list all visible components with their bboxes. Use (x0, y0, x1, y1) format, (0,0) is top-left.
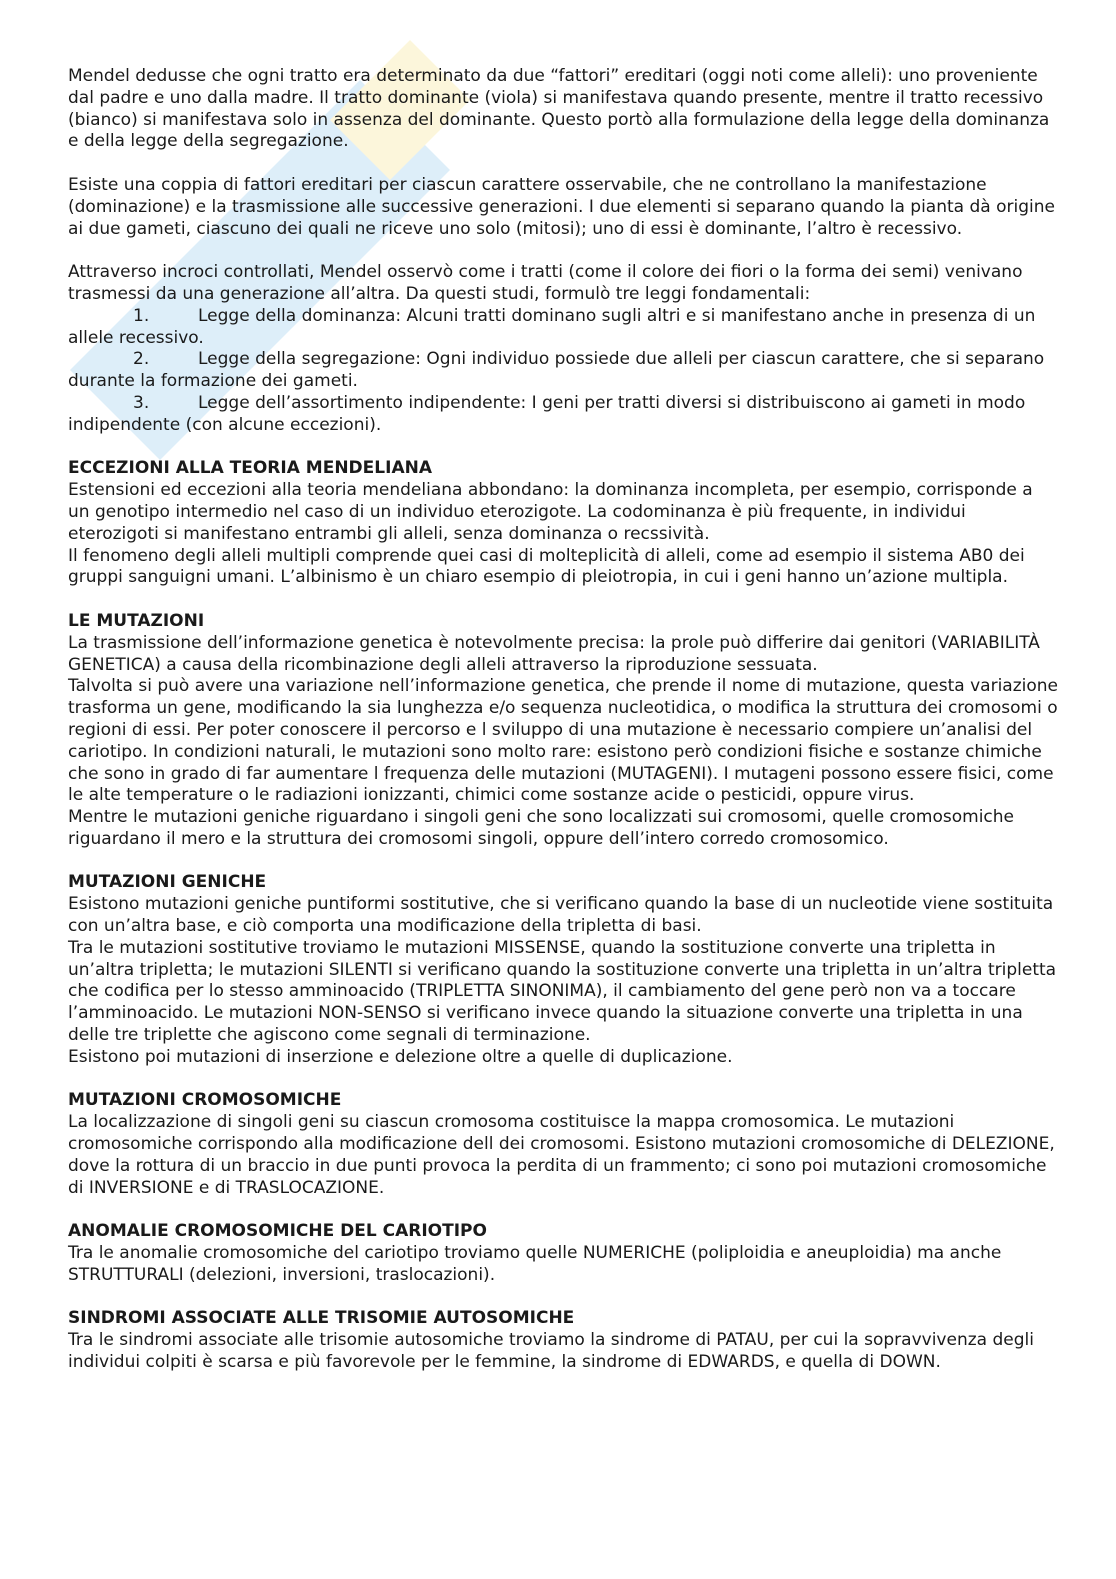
section-heading-anomalie: ANOMALIE CROMOSOMICHE DEL CARIOTIPO (68, 1221, 487, 1242)
section-heading-sindromi: SINDROMI ASSOCIATE ALLE TRISOMIE AUTOSOMICHE (68, 1308, 575, 1329)
anomalie-paragraph-1: Tra le anomalie cromosomiche del cariotipo troviamo quelle NUMERICHE (poliploidia e aneuploidia) ma anche STRUTTURALI (delezioni, inversioni, traslocazioni). (68, 1243, 1002, 1285)
mutazioni-paragraph-3: Mentre le mutazioni geniche riguardano i singoli geni che sono localizzati sui cromosomi, quelle cromosomiche riguardano il mero e la struttura dei cromosomi singoli, oppure dell’intero corredo cromosomico. (68, 807, 1014, 849)
mutazioni-paragraph-2: Talvolta si può avere una variazione nell’informazione genetica, che prende il nome di mutazione, questa variazione trasforma un gene, modificando la sia lunghezza e/o sequenza nucleotidica, o modifica la struttura dei cromosomi o regioni di essi. Per poter conoscere il percorso e l sviluppo di una mutazione è necessario compiere un’analisi del cariotipo. In condizioni naturali, le mutazioni sono molto rare: esistono però condizioni fisiche e sostanze chimiche che sono in grado di far aumentare l frequenza delle mutazioni (MUTAGENI). I mutageni possono essere fisici, come le alte temperature o le radiazioni ionizzanti, chimici come sostanze acide o pesticidi, oppure virus. (68, 676, 1058, 806)
geniche-paragraph-1: Esistono mutazioni geniche puntiformi sostitutive, che si verificano quando la base di un nucleotide viene sostituita con un’altra base, e ciò comporta una modificazione della tripletta di basi. (68, 894, 1054, 937)
document-page (68, 66, 1058, 1374)
geniche-paragraph-2: Tra le mutazioni sostitutive troviamo le mutazioni MISSENSE, quando la sostituzione converte una tripletta in un’altra tripletta; le mutazioni SILENTI si verificano quando la sostituzione converte una tripletta in un’altra tripletta che codifica per lo stesso amminoacido (TRIPLETTA SINONIMA), il cambiamento del gene però non va a toccare l’amminoacido. Le mutazioni NON-SENSO si verificano invece quando la situazione converte una tripletta in una delle tre triplette che agiscono come segnali di terminazione. (68, 937, 1057, 1046)
intro-paragraph-2: Esiste una coppia di fattori ereditari per ciascun carattere osservabile, che ne controllano la manifestazione (dominazione) e la trasmissione alle successive generazioni. I due elementi si separano quando la pianta dà origine ai due gameti, ciascuno dei quali ne riceve uno solo (mitosi); uno di essi è dominante, l’altro è recessivo. (68, 174, 1055, 239)
intro-paragraph-3: Attraverso incroci controllati, Mendel osservò come i tratti (come il colore dei fiori o la forma dei semi) venivano trasmessi da una generazione all’altra. Da questi studi, formulò tre leggi fondamentali: (68, 262, 1023, 304)
eccezioni-paragraph-2: Il fenomeno degli alleli multipli comprende quei casi di molteplicità di alleli, come ad esempio il sistema AB0 dei gruppi sanguigni umani. L’albinismo è un chiaro esempio di pleiotropia, in cui i geni hanno un’azione multipla. (68, 545, 1025, 588)
law-item-1: 1. Legge della dominanza: Alcuni tratti dominano sugli altri e si manifestano anche in presenza di un allele recessivo. (68, 305, 1036, 348)
law-item-2: 2. Legge della segregazione: Ogni individuo possiede due alleli per ciascun carattere, che si separano durante la formazione dei gameti. (68, 349, 1045, 392)
sindromi-paragraph-1: Tra le sindromi associate alle trisomie autosomiche troviamo la sindrome di PATAU, per cui la sopravvivenza degli individui colpiti è scarsa e più favorevole per le femmine, la sindrome di EDWARDS, e quella di DOWN. (68, 1330, 1034, 1373)
section-heading-geniche: MUTAZIONI GENICHE (68, 872, 267, 893)
geniche-paragraph-3: Esistono poi mutazioni di inserzione e delezione oltre a quelle di duplicazione. (68, 1046, 733, 1067)
section-heading-cromosomiche: MUTAZIONI CROMOSOMICHE (68, 1090, 342, 1111)
cromosomiche-paragraph-1: La localizzazione di singoli geni su ciascun cromosoma costituisce la mappa cromosomica. Le mutazioni cromosomiche corrispondo alla modificazione dell dei cromosomi. Esistono mutazioni cromosomiche di DELEZIONE, dove la rottura di un braccio in due punti provoca la perdita di un frammento; ci sono poi mutazioni cromosomiche di INVERSIONE e di TRASLOCAZIONE. (68, 1112, 1055, 1198)
intro-paragraph-1: Mendel dedusse che ogni tratto era determinato da due “fattori” ereditari (oggi noti come alleli): uno proveniente dal padre e uno dalla madre. Il tratto dominante (viola) si manifestava quando presente, mentre il tratto recessivo (bianco) si manifestava solo in assenza del dominante. Questo portò alla formulazione della legge della dominanza e della legge della segregazione. (68, 66, 1050, 152)
eccezioni-paragraph-1: Estensioni ed eccezioni alla teoria mendeliana abbondano: la dominanza incompleta, per esempio, corrisponde a un genotipo intermedio nel caso di un individuo eterozigote. La codominanza è più frequente, in individui eterozigoti si manifestano entrambi gli alleli, senza dominanza o recssività. (68, 480, 1033, 544)
section-heading-mutazioni: LE MUTAZIONI (68, 610, 205, 631)
law-item-3: 3. Legge dell’assortimento indipendente: I geni per tratti diversi si distribuiscono ai gameti in modo indipendente (con alcune eccezioni). (68, 392, 1026, 435)
section-heading-eccezioni: ECCEZIONI ALLA TEORIA MENDELIANA (68, 458, 432, 479)
mutazioni-paragraph-1: La trasmissione dell’informazione genetica è notevolmente precisa: la prole può differire dai genitori (VARIABILITÀ GENETICA) a causa della ricombinazione degli alleli attraverso la riproduzione sessuata. (68, 632, 1040, 675)
